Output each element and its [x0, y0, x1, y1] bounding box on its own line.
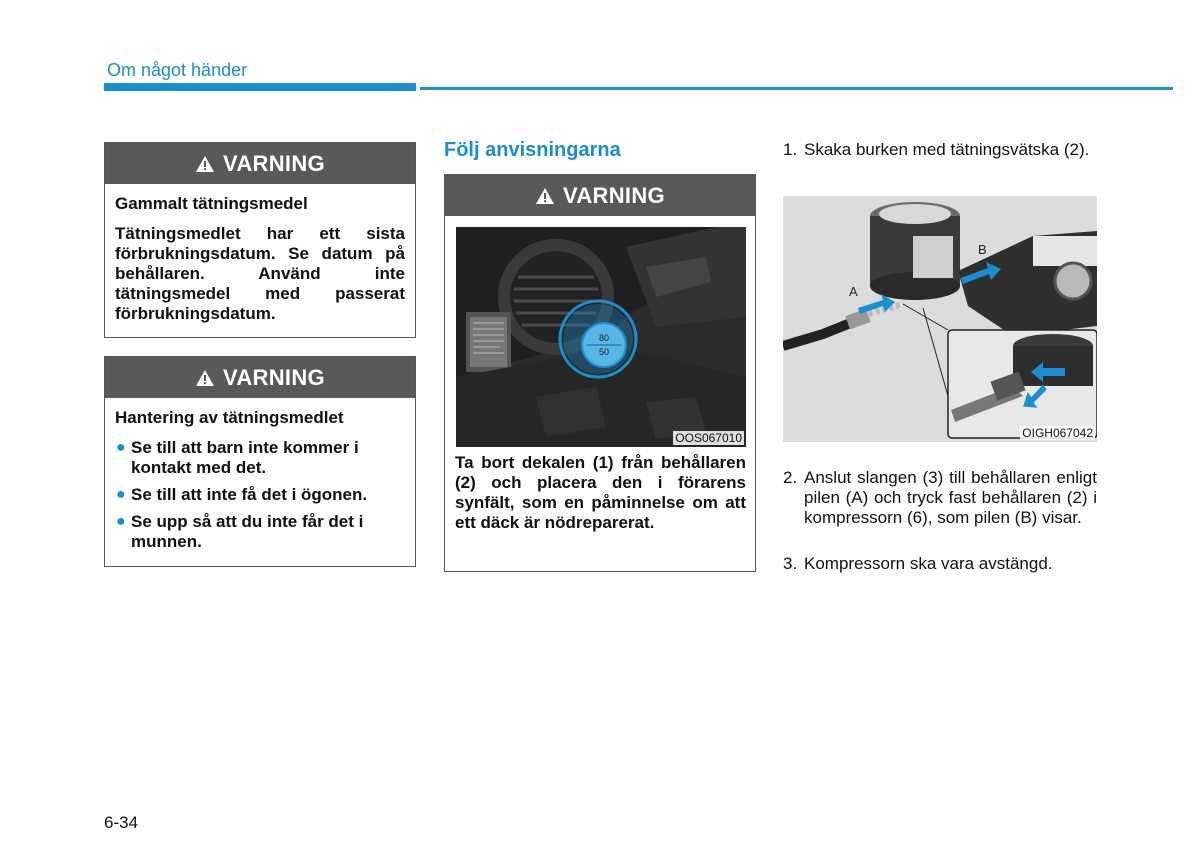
compressor-illustration	[783, 196, 1097, 442]
header-bar-thick	[104, 83, 416, 91]
warning-text: Tätningsmedlet har ett sista förbrukningsdatum. Se datum på behållaren. Använd inte tätningsmedel med passerat förbrukningsdatum.	[115, 224, 405, 323]
svg-text:80: 80	[598, 333, 610, 343]
image-code: OOS067010	[675, 431, 742, 445]
bullet-icon: ●	[116, 486, 126, 503]
page-number: 6-34	[104, 813, 139, 832]
step-3	[783, 554, 1097, 574]
arrow-label-b: B	[978, 242, 987, 257]
step-number: 2.	[783, 468, 798, 487]
list-item: ● Se till att inte få det i ögonen.	[116, 485, 368, 504]
step-1	[783, 140, 1097, 160]
warning-header	[105, 143, 415, 184]
warning-triangle-icon	[535, 187, 555, 205]
dashboard-image	[456, 227, 746, 447]
compressor-image	[783, 196, 1097, 442]
warning-header	[105, 357, 415, 398]
section-header: Om något händer	[107, 60, 248, 80]
warning-subtitle: Hantering av tätningsmedlet	[115, 408, 344, 427]
warning-triangle-icon	[195, 369, 215, 387]
warning-subtitle: Gammalt tätningsmedel	[115, 194, 308, 213]
arrow-label-a: A	[849, 284, 858, 299]
warning-header	[445, 175, 755, 216]
list-item: ● Se till att barn inte kommer i kontakt med det.	[116, 438, 359, 477]
warning-title: VARNING	[223, 150, 325, 176]
step-number: 3.	[783, 554, 798, 573]
step-text: Anslut slangen (3) till behållaren enligt pilen (A) och tryck fast behållaren (2) i kompressorn (6), som pilen (B) visar.	[804, 468, 1097, 527]
dashboard-sticker-illustration	[456, 227, 746, 447]
header-bar-thin	[420, 87, 1173, 90]
step-2	[783, 468, 1097, 528]
section-title: Följ anvisningarna	[444, 139, 621, 161]
warning-box-old-sealant	[104, 142, 416, 338]
warning-triangle-icon	[195, 155, 215, 173]
step-text: Kompressorn ska vara avstängd.	[804, 554, 1053, 573]
warning-box-handling	[104, 356, 416, 567]
list-item: ● Se upp så att du inte får det i munnen.	[116, 512, 364, 551]
bullet-icon: ●	[116, 513, 126, 530]
bullet-icon: ●	[116, 439, 126, 456]
warning-title: VARNING	[563, 182, 665, 208]
image-code: OIGH067042	[1022, 426, 1093, 440]
sticker-instruction-text: Ta bort dekalen (1) från behållaren (2) och placera den i förarens synfält, som en påminnelse om att ett däck är nödreparerat.	[455, 453, 746, 532]
warning-title: VARNING	[223, 364, 325, 390]
step-text: Skaka burken med tätningsvätska (2).	[804, 140, 1090, 159]
step-number: 1.	[783, 140, 798, 159]
warning-list	[115, 438, 405, 552]
svg-text:50: 50	[598, 347, 610, 357]
